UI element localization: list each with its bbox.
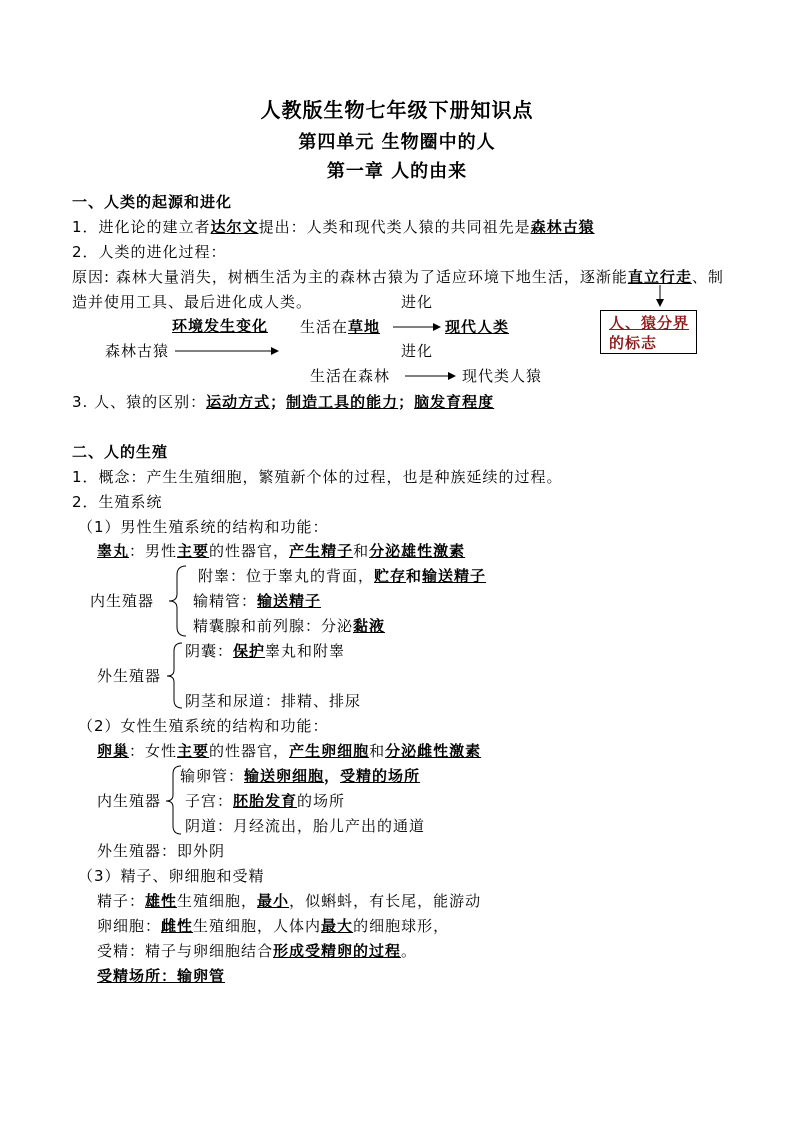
text-segment: 和 bbox=[353, 542, 370, 560]
key-term: 森林古猿 bbox=[530, 218, 595, 236]
female-heading: （2）女性生殖系统的结构和功能： bbox=[78, 717, 329, 735]
chapter-title: 第一章 人的由来 bbox=[326, 161, 468, 182]
text-segment: 的细胞球形， bbox=[353, 917, 450, 935]
diagram-cause: 环境发生变化 bbox=[172, 317, 269, 335]
diagram-evolve-label-bottom: 进化 bbox=[401, 342, 434, 360]
text-segment: 1．进化论的建立者 bbox=[72, 218, 211, 236]
female-ovary bbox=[97, 741, 481, 761]
male-glands bbox=[193, 616, 385, 636]
key-term: 黏液 bbox=[353, 617, 386, 635]
paragraph-cause-continued: 造并使用工具、最后进化成人类。 bbox=[72, 293, 313, 311]
note-box bbox=[600, 310, 697, 354]
male-penis: 阴茎和尿道：排精、排尿 bbox=[185, 692, 362, 710]
female-external: 外生殖器：即外阴 bbox=[97, 842, 226, 860]
text-segment: 卵细胞： bbox=[97, 917, 162, 935]
key-term: 雄性 bbox=[145, 892, 178, 910]
female-internal-label: 内生殖器 bbox=[97, 792, 162, 810]
text-segment: 输精管： bbox=[193, 592, 258, 610]
text-segment: 的性器官， bbox=[209, 742, 290, 760]
text-segment: ：女性 bbox=[129, 742, 178, 760]
gametes-fertilization-site: 受精场所：输卵管 bbox=[97, 967, 226, 985]
key-term: 分泌雄性激素 bbox=[369, 542, 466, 560]
key-term: 产生卵细胞 bbox=[289, 742, 370, 760]
text-segment: 和 bbox=[406, 567, 423, 585]
paragraph-differences bbox=[72, 392, 494, 412]
diagram-modern-ape: 现代类人猿 bbox=[462, 367, 543, 385]
text-segment: 精子： bbox=[97, 892, 146, 910]
text-segment: 睾丸和附睾 bbox=[265, 642, 346, 660]
diagram-forest: 生活在森林 bbox=[310, 367, 391, 385]
key-term: 最大 bbox=[321, 917, 354, 935]
gametes-fertilization bbox=[97, 941, 417, 961]
paragraph-cause bbox=[72, 267, 724, 287]
text-segment: 3. 人、猿的区别： bbox=[72, 393, 207, 411]
key-term: 保护 bbox=[233, 642, 266, 660]
key-term: 制造工具的能力 bbox=[286, 393, 399, 411]
paragraph-system: 2．生殖系统 bbox=[72, 493, 163, 511]
key-term: 形成受精卵的过程 bbox=[273, 942, 402, 960]
diagram-origin: 森林古猿 bbox=[105, 342, 170, 360]
key-term: 贮存 bbox=[374, 567, 407, 585]
diagram-grassland bbox=[300, 317, 380, 337]
key-term: 输送精子 bbox=[422, 567, 487, 585]
text-segment: 提出：人类和现代类人猿的共同祖先是 bbox=[258, 218, 531, 236]
brace-male-internal bbox=[169, 566, 186, 636]
text-segment: ； bbox=[398, 393, 415, 411]
male-scrotum bbox=[185, 641, 345, 661]
text-segment: 子宫： bbox=[185, 792, 234, 810]
diagram-evolve-label-top: 进化 bbox=[401, 293, 434, 311]
paragraph-darwin bbox=[72, 217, 595, 237]
text-segment: 生活在 bbox=[300, 318, 349, 336]
male-external-label: 外生殖器 bbox=[97, 667, 162, 685]
key-term: 输送精子 bbox=[257, 592, 322, 610]
text-segment: 精囊腺和前列腺：分泌 bbox=[193, 617, 354, 635]
text-segment: 受精：精子与卵细胞结合 bbox=[97, 942, 274, 960]
paragraph-concept: 1．概念：产生生殖细胞，繁殖新个体的过程，也是种族延续的过程。 bbox=[72, 468, 563, 486]
text-segment: 阴囊： bbox=[185, 642, 234, 660]
text-segment: 生殖细胞，人体内 bbox=[193, 917, 322, 935]
key-term: 达尔文 bbox=[210, 218, 259, 236]
text-segment: 。 bbox=[401, 942, 418, 960]
text-segment: 的性器官， bbox=[209, 542, 290, 560]
key-term: 分泌雌性激素 bbox=[385, 742, 482, 760]
note-line-2: 的标志 bbox=[609, 334, 658, 352]
diagram-modern-human: 现代人类 bbox=[445, 318, 510, 336]
male-vas-deferens bbox=[193, 591, 321, 611]
text-segment: 、制 bbox=[691, 268, 724, 286]
text-segment: 输卵管： bbox=[180, 767, 245, 785]
key-term: 受精的场所 bbox=[340, 767, 421, 785]
brace-male-external bbox=[167, 643, 182, 708]
text-segment: 生殖细胞， bbox=[177, 892, 258, 910]
key-term: 睾丸 bbox=[97, 542, 130, 560]
text-segment: ， bbox=[324, 767, 341, 785]
text-segment: 的场所 bbox=[297, 792, 346, 810]
text-segment: ：男性 bbox=[129, 542, 178, 560]
gametes-sperm bbox=[97, 891, 481, 911]
text-segment: 附睾：位于睾丸的背面， bbox=[198, 567, 375, 585]
male-heading: （1）男性生殖系统的结构和功能： bbox=[78, 518, 329, 536]
key-term: 直立行走 bbox=[627, 268, 692, 286]
unit-title: 第四单元 生物圈中的人 bbox=[298, 132, 496, 153]
key-term: 胚胎发育 bbox=[233, 792, 298, 810]
paragraph-evolution-process: 2．人类的进化过程： bbox=[72, 243, 227, 261]
brace-female-internal bbox=[166, 766, 181, 834]
male-testis bbox=[97, 541, 465, 561]
key-term: 产生精子 bbox=[289, 542, 354, 560]
section-heading-origin: 一、人类的起源和进化 bbox=[72, 193, 233, 211]
key-term: 雌性 bbox=[161, 917, 194, 935]
female-oviduct bbox=[180, 766, 420, 786]
section-heading-reproduction: 二、人的生殖 bbox=[72, 443, 169, 461]
key-term: 草地 bbox=[348, 318, 381, 336]
key-term: 运动方式 bbox=[206, 393, 271, 411]
key-term: 最小 bbox=[257, 892, 290, 910]
key-term: 脑发育程度 bbox=[414, 393, 495, 411]
male-epididymis bbox=[198, 566, 486, 586]
key-term: 主要 bbox=[177, 542, 210, 560]
page-title: 人教版生物七年级下册知识点 bbox=[260, 98, 534, 122]
note-line-1: 人、猿分界 bbox=[609, 314, 690, 332]
male-internal-label: 内生殖器 bbox=[90, 592, 155, 610]
female-vagina: 阴道：月经流出，胎儿产出的通道 bbox=[185, 817, 426, 835]
key-term: 输送卵细胞 bbox=[244, 767, 325, 785]
key-term: 主要 bbox=[177, 742, 210, 760]
text-segment: ，似蝌蚪，有长尾，能游动 bbox=[289, 892, 482, 910]
female-uterus bbox=[185, 791, 345, 811]
text-segment: 和 bbox=[369, 742, 386, 760]
gametes-heading: （3）精子、卵细胞和受精 bbox=[78, 867, 265, 885]
text-segment: 原因: 森林大量消失，树栖生活为主的森林古猿为了适应环境下地生活，逐渐能 bbox=[72, 268, 628, 286]
key-term: 卵巢 bbox=[97, 742, 130, 760]
gametes-egg bbox=[97, 916, 449, 936]
text-segment: ； bbox=[270, 393, 287, 411]
